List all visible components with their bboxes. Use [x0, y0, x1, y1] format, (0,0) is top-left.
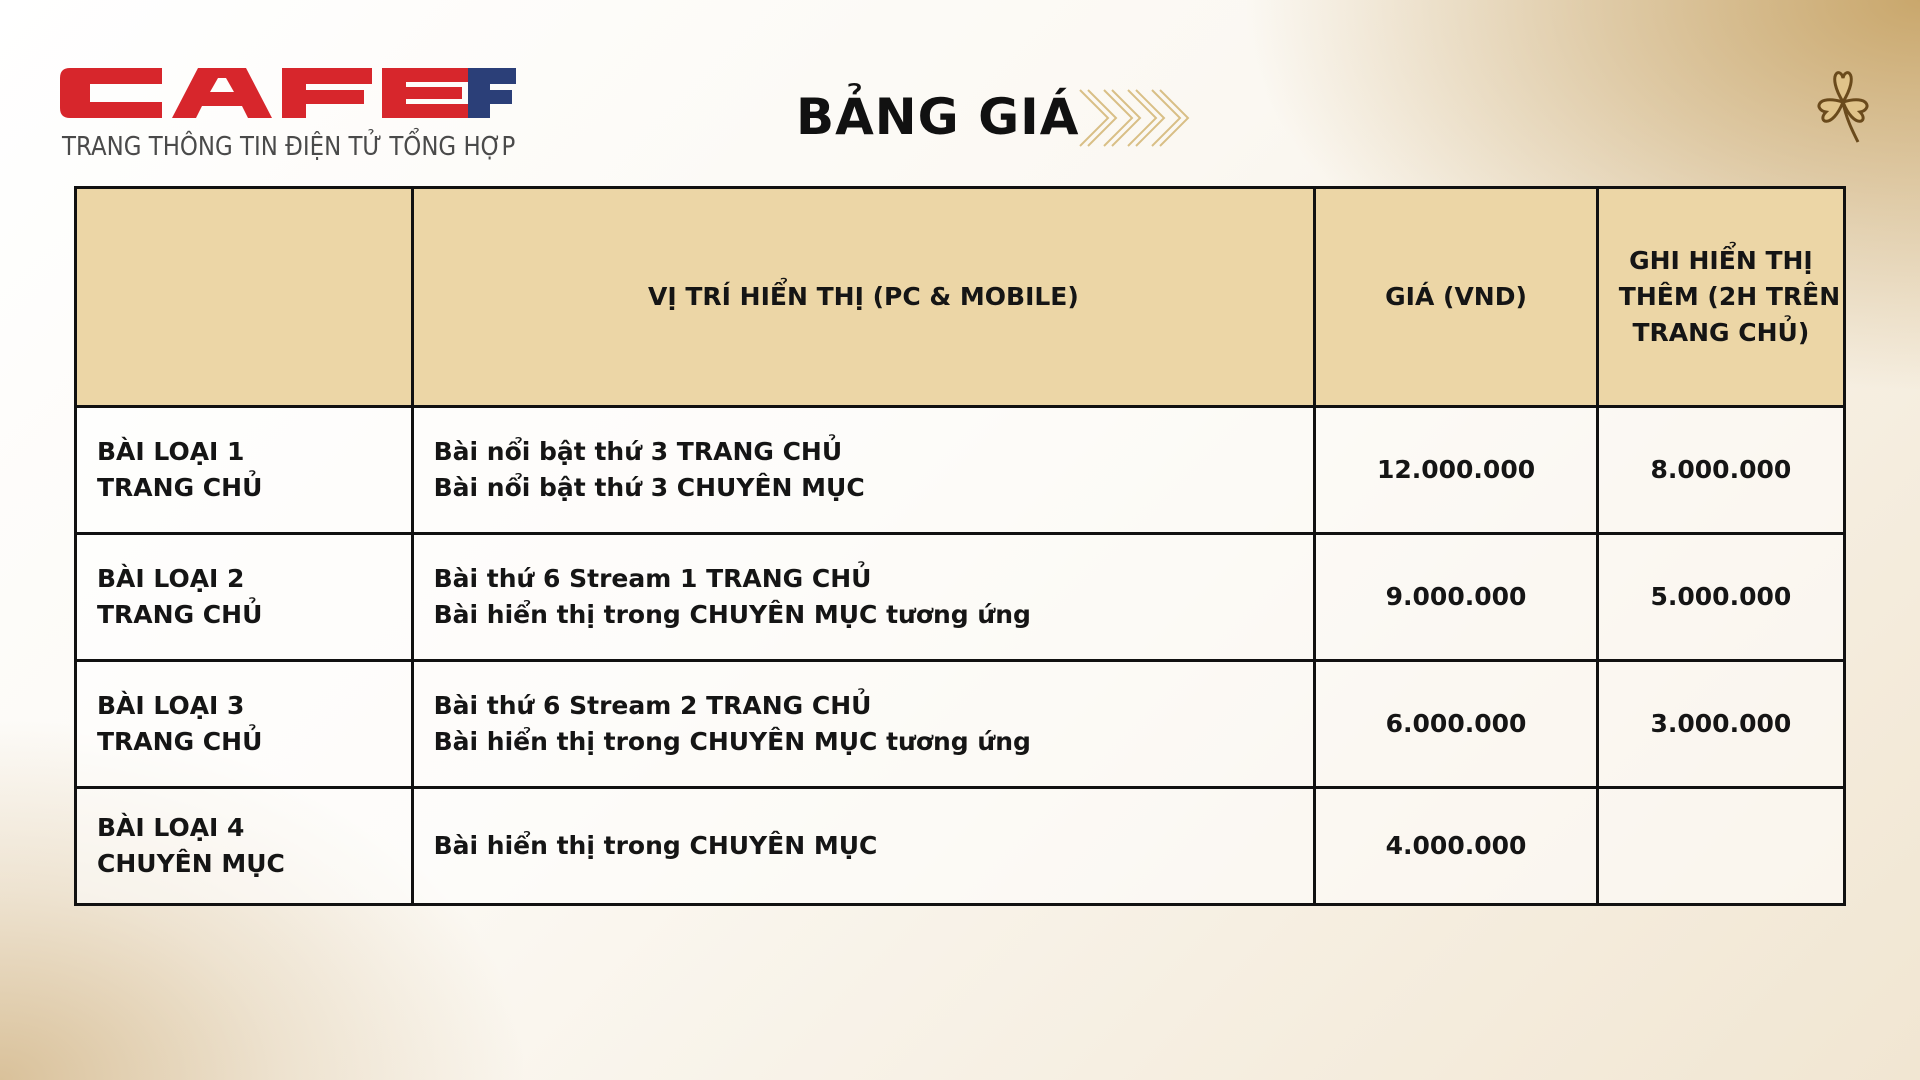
- table-row: [76, 661, 1845, 788]
- row-price: 12.000.000: [1315, 407, 1598, 534]
- position-line: Bài hiển thị trong CHUYÊN MỤC tương ứng: [433, 727, 1031, 756]
- price-table: [74, 186, 1846, 906]
- type-line: TRANG CHỦ: [97, 727, 263, 756]
- row-type: [76, 661, 413, 788]
- position-line: Bài nổi bật thứ 3 CHUYÊN MỤC: [433, 473, 865, 502]
- logo-tagline: TRANG THÔNG TIN ĐIỆN TỬ TỔNG HỢP: [62, 132, 516, 162]
- type-line: BÀI LOẠI 2: [97, 564, 245, 593]
- row-position: [412, 788, 1315, 905]
- header-extra-line: TRANG CHỦ): [1632, 318, 1810, 347]
- row-position: [412, 534, 1315, 661]
- row-extra: 5.000.000: [1597, 534, 1844, 661]
- header-type: [76, 188, 413, 407]
- type-line: BÀI LOẠI 3: [97, 691, 245, 720]
- row-position: [412, 407, 1315, 534]
- chevron-right-icon: [1078, 86, 1194, 150]
- position-line: Bài thứ 6 Stream 2 TRANG CHỦ: [433, 691, 872, 720]
- page-title: BẢNG GIÁ: [796, 88, 1080, 146]
- type-line: TRANG CHỦ: [97, 600, 263, 629]
- position-line: Bài nổi bật thứ 3 TRANG CHỦ: [433, 437, 843, 466]
- header-extra-line: THÊM (2H TRÊN: [1618, 282, 1841, 311]
- clover-icon: [1796, 64, 1890, 146]
- type-line: TRANG CHỦ: [97, 473, 263, 502]
- header-extra: [1597, 188, 1844, 407]
- row-extra: 3.000.000: [1597, 661, 1844, 788]
- table-row: [76, 407, 1845, 534]
- type-line: BÀI LOẠI 1: [97, 437, 245, 466]
- position-line: Bài hiển thị trong CHUYÊN MỤC tương ứng: [433, 600, 1031, 629]
- row-extra: [1597, 788, 1844, 905]
- type-line: BÀI LOẠI 4: [97, 813, 245, 842]
- table-header-row: [76, 188, 1845, 407]
- table-row: [76, 534, 1845, 661]
- row-type: [76, 407, 413, 534]
- position-line: Bài hiển thị trong CHUYÊN MỤC: [433, 831, 878, 860]
- row-position: [412, 661, 1315, 788]
- row-price: 4.000.000: [1315, 788, 1598, 905]
- header-price: GIÁ (VND): [1315, 188, 1598, 407]
- header-position: VỊ TRÍ HIỂN THỊ (PC & MOBILE): [412, 188, 1315, 407]
- header-extra-line: GHI HIỂN THỊ: [1629, 246, 1813, 275]
- row-price: 9.000.000: [1315, 534, 1598, 661]
- cafef-wordmark-icon: [60, 60, 520, 126]
- position-line: Bài thứ 6 Stream 1 TRANG CHỦ: [433, 564, 872, 593]
- row-type: [76, 534, 413, 661]
- row-price: 6.000.000: [1315, 661, 1598, 788]
- type-line: CHUYÊN MỤC: [97, 849, 285, 878]
- table-row: [76, 788, 1845, 905]
- cafef-logo: [60, 60, 520, 170]
- row-type: [76, 788, 413, 905]
- row-extra: 8.000.000: [1597, 407, 1844, 534]
